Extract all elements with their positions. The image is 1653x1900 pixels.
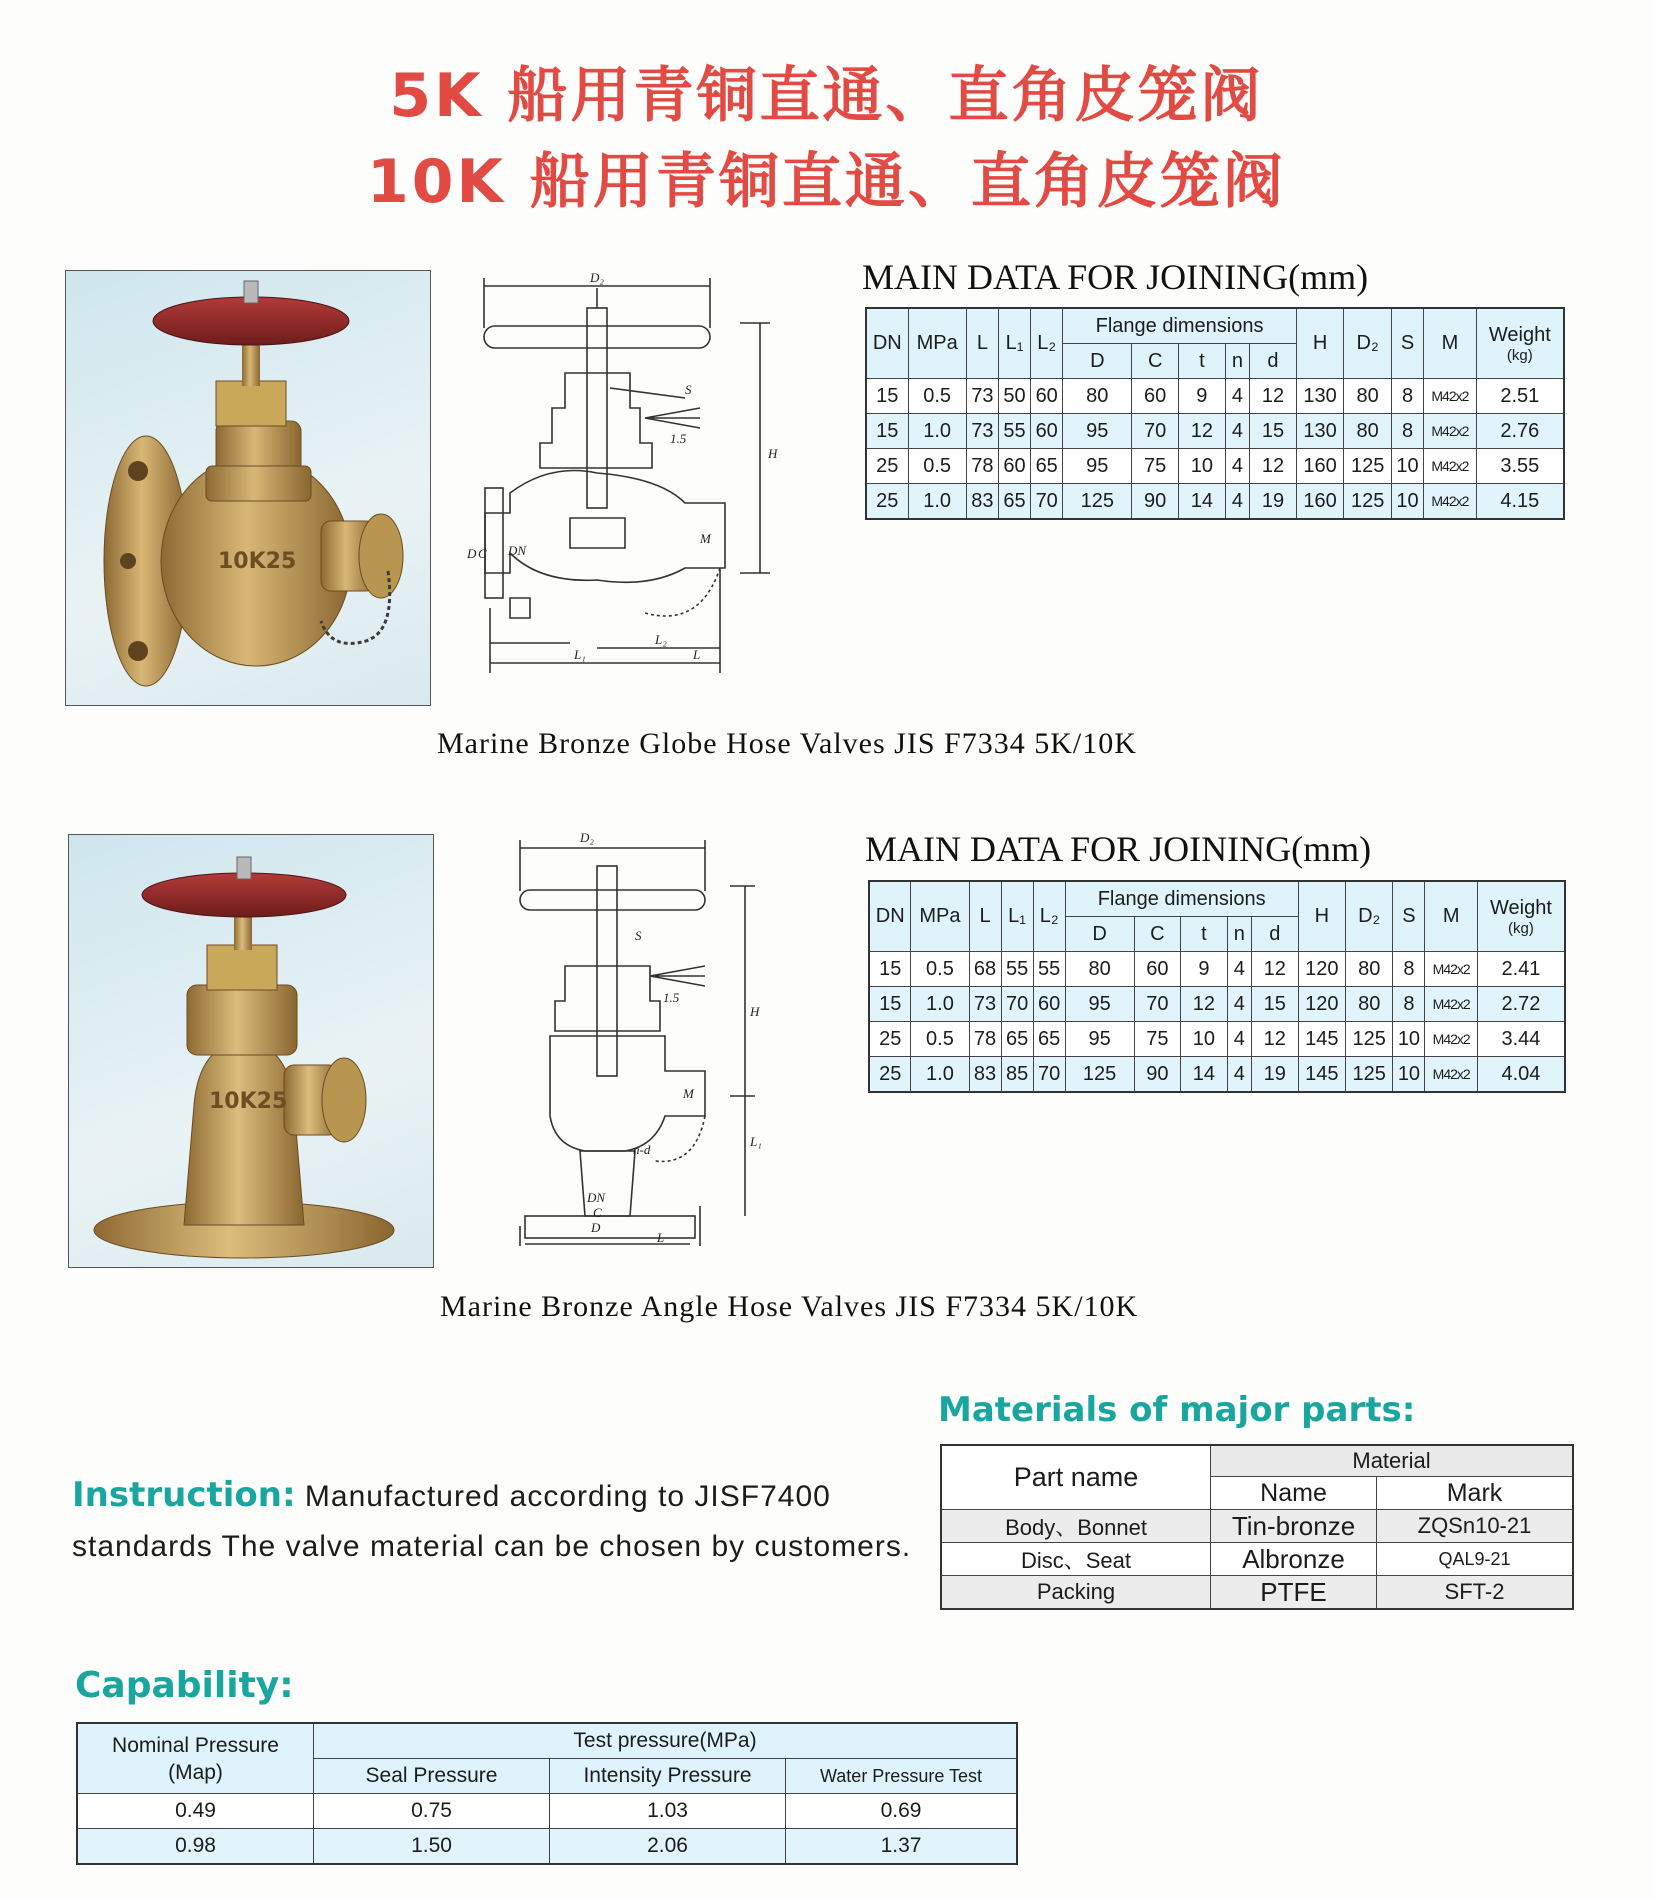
table-cell: 12 <box>1251 1022 1298 1057</box>
table-cell: 19 <box>1250 484 1297 520</box>
angle-dim-d: D <box>591 1220 601 1235</box>
table-cell: 4 <box>1225 484 1249 520</box>
table-cell: 55 <box>1001 952 1033 987</box>
table-cell: 80 <box>1063 379 1132 414</box>
cap-water-header: Water Pressure Test <box>786 1759 1018 1794</box>
table-cell: 120 <box>1298 987 1345 1022</box>
table-cell: 125 <box>1346 1057 1393 1093</box>
col-m: M <box>1425 881 1477 952</box>
table-cell: M42x2 <box>1424 484 1477 520</box>
mat-row-disc: Disc、Seat Albronze QAL9-21 <box>941 1543 1573 1576</box>
col-l2: L₂ <box>1031 308 1063 379</box>
table-cell: 15 <box>1250 414 1297 449</box>
table-cell: 14 <box>1181 1057 1228 1093</box>
capability-table <box>76 1722 1018 1865</box>
angle-dim-c: C <box>593 1205 602 1220</box>
table-cell: 1.0 <box>911 987 969 1022</box>
mat-material-header: Material <box>1211 1445 1574 1477</box>
table-cell: 12 <box>1181 987 1228 1022</box>
col-weight: Weight (kg) <box>1477 881 1565 952</box>
table-cell: 10 <box>1181 1022 1228 1057</box>
table-cell: 80 <box>1065 952 1134 987</box>
table-cell: 0.5 <box>911 1022 969 1057</box>
table-cell: 80 <box>1344 379 1392 414</box>
table-cell: 70 <box>1031 484 1063 520</box>
globe-dim-d2: D₂ <box>590 270 604 285</box>
globe-dim-s: S <box>685 382 692 397</box>
angle-dim-h: H <box>750 1004 760 1019</box>
table-cell: M42x2 <box>1425 1022 1477 1057</box>
angle-valve-drawing <box>505 826 805 1246</box>
title-5k: 5K 船用青铜直通、直角皮笼阀 <box>389 61 1264 131</box>
table-cell: 75 <box>1134 1022 1181 1057</box>
col-d: D <box>1063 344 1132 379</box>
globe-dim-dn: DN <box>508 543 527 558</box>
table-cell: 145 <box>1298 1022 1345 1057</box>
table-cell: 1.0 <box>908 484 966 520</box>
table-cell: 70 <box>1132 414 1179 449</box>
col-weight: Weight (kg) <box>1476 308 1564 379</box>
table-cell: 95 <box>1063 414 1132 449</box>
table-cell: 10 <box>1393 1022 1425 1057</box>
table-cell: 8 <box>1393 952 1425 987</box>
angle-dim-l1: L₁ <box>750 1134 762 1149</box>
col-s: S <box>1393 881 1425 952</box>
table-cell: 85 <box>1001 1057 1033 1093</box>
col-s: S <box>1391 308 1423 379</box>
col-dn: DN <box>866 308 908 379</box>
globe-dim-taper: 1.5 <box>670 431 687 446</box>
table-cell: 145 <box>1298 1057 1345 1093</box>
table-cell: 2.41 <box>1477 952 1565 987</box>
cap-row: 0.49 0.75 1.03 0.69 <box>77 1794 1017 1829</box>
angle-caption: Marine Bronze Angle Hose Valves JIS F7334 5K/10K <box>440 1290 1139 1323</box>
table-cell: M42x2 <box>1425 1057 1477 1093</box>
table-cell: 125 <box>1065 1057 1134 1093</box>
cap-test-header: Test pressure(MPa) <box>314 1723 1018 1759</box>
table-cell: 65 <box>1031 449 1063 484</box>
col-n: n <box>1227 917 1251 952</box>
table-row <box>869 952 1565 987</box>
table-cell: 83 <box>969 1057 1001 1093</box>
table-cell: 60 <box>1134 952 1181 987</box>
table-cell: 15 <box>1251 987 1298 1022</box>
table-cell: 12 <box>1250 379 1297 414</box>
table-cell: 0.5 <box>908 449 966 484</box>
table-cell: 12 <box>1179 414 1226 449</box>
table-cell: M42x2 <box>1424 379 1477 414</box>
mat-name-header: Name <box>1211 1477 1377 1510</box>
table-cell: 15 <box>869 987 911 1022</box>
table-cell: 83 <box>966 484 998 520</box>
col-flange: Flange dimensions <box>1065 881 1298 917</box>
col-l1: L₁ <box>998 308 1030 379</box>
cap-intensity-header: Intensity Pressure <box>550 1759 786 1794</box>
instruction-text: Manufactured according to JISF7400 standards The valve material can be chosen by customers. <box>72 1480 912 1563</box>
table-cell: 160 <box>1296 484 1344 520</box>
table-cell: 4 <box>1225 414 1249 449</box>
col-m: M <box>1424 308 1477 379</box>
capability-title: Capability: <box>75 1665 294 1706</box>
table-row <box>869 1022 1565 1057</box>
angle-dim-dn: DN <box>587 1190 606 1205</box>
col-l1: L₁ <box>1001 881 1033 952</box>
angle-data-heading: MAIN DATA FOR JOINING(mm) <box>865 829 1372 869</box>
col-mpa: MPa <box>908 308 966 379</box>
materials-title: Materials of major parts: <box>938 1390 1416 1430</box>
table-cell: 80 <box>1346 987 1393 1022</box>
angle-valve-photo <box>68 834 434 1268</box>
table-cell: 60 <box>1132 379 1179 414</box>
table-cell: 2.76 <box>1476 414 1564 449</box>
table-cell: 8 <box>1391 379 1423 414</box>
table-cell: 90 <box>1132 484 1179 520</box>
table-cell: 125 <box>1346 1022 1393 1057</box>
materials-table <box>940 1444 1574 1610</box>
table-cell: 4 <box>1225 379 1249 414</box>
table-cell: 75 <box>1132 449 1179 484</box>
table-cell: 130 <box>1296 414 1344 449</box>
col-mpa: MPa <box>911 881 969 952</box>
table-cell: 70 <box>1033 1057 1065 1093</box>
globe-casting-mark: 10K25 <box>218 549 297 574</box>
table-cell: 78 <box>969 1022 1001 1057</box>
table-cell: 130 <box>1296 379 1344 414</box>
table-cell: 65 <box>1033 1022 1065 1057</box>
table-cell: 70 <box>1001 987 1033 1022</box>
globe-dim-h: H <box>768 446 778 461</box>
table-cell: 4.15 <box>1476 484 1564 520</box>
table-cell: 25 <box>866 449 908 484</box>
table-row <box>869 1057 1565 1093</box>
table-cell: 78 <box>966 449 998 484</box>
globe-dim-d: D <box>467 546 477 561</box>
table-cell: 1.0 <box>908 414 966 449</box>
globe-valve-photo <box>65 270 431 706</box>
table-cell: M42x2 <box>1424 414 1477 449</box>
table-cell: 80 <box>1344 414 1392 449</box>
col-h: H <box>1296 308 1344 379</box>
table-cell: 10 <box>1393 1057 1425 1093</box>
table-cell: 15 <box>866 379 908 414</box>
table-cell: 73 <box>966 379 998 414</box>
table-cell: 125 <box>1063 484 1132 520</box>
table-row <box>866 484 1564 520</box>
table-cell: 50 <box>998 379 1030 414</box>
table-cell: 4.04 <box>1477 1057 1565 1093</box>
table-cell: 160 <box>1296 449 1344 484</box>
table-cell: 125 <box>1344 449 1392 484</box>
col-c: C <box>1134 917 1181 952</box>
table-cell: 10 <box>1391 484 1423 520</box>
col-d2: D₂ <box>1344 308 1392 379</box>
table-cell: 68 <box>969 952 1001 987</box>
table-cell: 95 <box>1065 987 1134 1022</box>
table-cell: 9 <box>1181 952 1228 987</box>
col-h: H <box>1298 881 1345 952</box>
table-cell: 60 <box>1033 987 1065 1022</box>
table-cell: 73 <box>969 987 1001 1022</box>
globe-data-table <box>865 307 1565 520</box>
table-cell: 8 <box>1391 414 1423 449</box>
table-cell: 4 <box>1227 1022 1251 1057</box>
instruction <box>72 1470 932 1572</box>
angle-dim-d2: D₂ <box>580 830 594 845</box>
table-cell: 90 <box>1134 1057 1181 1093</box>
mat-mark-header: Mark <box>1377 1477 1574 1510</box>
globe-dim-l1: L₁ <box>574 647 586 662</box>
table-cell: 25 <box>866 484 908 520</box>
table-cell: 65 <box>1001 1022 1033 1057</box>
table-cell: 4 <box>1227 987 1251 1022</box>
angle-casting-mark: 10K25 <box>209 1089 288 1114</box>
table-cell: 19 <box>1251 1057 1298 1093</box>
table-cell: 25 <box>869 1057 911 1093</box>
table-cell: 2.51 <box>1476 379 1564 414</box>
col-l2: L₂ <box>1033 881 1065 952</box>
table-cell: 60 <box>1031 414 1063 449</box>
table-cell: 8 <box>1393 987 1425 1022</box>
table-cell: 65 <box>998 484 1030 520</box>
table-cell: 9 <box>1179 379 1226 414</box>
col-dd: d <box>1250 344 1297 379</box>
table-row <box>866 449 1564 484</box>
col-c: C <box>1132 344 1179 379</box>
angle-dim-s: S <box>635 928 642 943</box>
table-cell: 55 <box>998 414 1030 449</box>
table-cell: 125 <box>1344 484 1392 520</box>
table-cell: 95 <box>1063 449 1132 484</box>
table-cell: 12 <box>1250 449 1297 484</box>
globe-dim-c: C <box>478 546 487 561</box>
title-10k: 10K 船用青铜直通、直角皮笼阀 <box>367 147 1286 217</box>
table-cell: 1.0 <box>911 1057 969 1093</box>
table-cell: 60 <box>998 449 1030 484</box>
table-cell: M42x2 <box>1425 952 1477 987</box>
table-cell: 60 <box>1031 379 1063 414</box>
table-cell: 15 <box>866 414 908 449</box>
angle-dim-nd: n-d <box>633 1142 651 1157</box>
table-cell: M42x2 <box>1424 449 1477 484</box>
table-cell: 3.44 <box>1477 1022 1565 1057</box>
angle-dim-m: M <box>683 1086 694 1101</box>
table-cell: 25 <box>869 1022 911 1057</box>
table-cell: 80 <box>1346 952 1393 987</box>
globe-dim-l: L <box>693 647 701 662</box>
table-cell: 15 <box>869 952 911 987</box>
col-l: L <box>969 881 1001 952</box>
angle-dim-l: L <box>657 1230 665 1245</box>
cap-row: 0.98 1.50 2.06 1.37 <box>77 1829 1017 1865</box>
table-cell: 55 <box>1033 952 1065 987</box>
mat-row-body: Body、Bonnet Tin-bronze ZQSn10-21 <box>941 1510 1573 1543</box>
table-cell: 4 <box>1227 1057 1251 1093</box>
col-t: t <box>1179 344 1226 379</box>
globe-valve-drawing <box>467 268 790 688</box>
globe-data-heading: MAIN DATA FOR JOINING(mm) <box>862 257 1369 297</box>
globe-caption: Marine Bronze Globe Hose Valves JIS F7334 5K/10K <box>437 727 1137 760</box>
instruction-label: Instruction: <box>72 1475 296 1515</box>
mat-part-name-header: Part name <box>941 1445 1211 1510</box>
table-cell: 10 <box>1179 449 1226 484</box>
table-cell: 70 <box>1134 987 1181 1022</box>
table-cell: 0.5 <box>911 952 969 987</box>
table-cell: 3.55 <box>1476 449 1564 484</box>
table-row <box>869 987 1565 1022</box>
table-cell: 73 <box>966 414 998 449</box>
table-cell: 95 <box>1065 1022 1134 1057</box>
table-cell: 120 <box>1298 952 1345 987</box>
mat-row-packing: Packing PTFE SFT-2 <box>941 1576 1573 1610</box>
col-d: D <box>1065 917 1134 952</box>
cap-nominal-header: Nominal Pressure (Map) <box>77 1723 314 1794</box>
col-t: t <box>1181 917 1228 952</box>
table-cell: 0.5 <box>908 379 966 414</box>
angle-dim-taper: 1.5 <box>663 990 680 1005</box>
table-cell: 14 <box>1179 484 1226 520</box>
table-cell: 10 <box>1391 449 1423 484</box>
table-row <box>866 379 1564 414</box>
angle-data-table <box>868 880 1566 1093</box>
table-row <box>866 414 1564 449</box>
col-dd: d <box>1251 917 1298 952</box>
col-n: n <box>1225 344 1249 379</box>
globe-dim-l2: L₂ <box>655 632 667 647</box>
cap-seal-header: Seal Pressure <box>314 1759 550 1794</box>
col-flange: Flange dimensions <box>1063 308 1297 344</box>
table-cell: 4 <box>1225 449 1249 484</box>
table-cell: 2.72 <box>1477 987 1565 1022</box>
table-cell: 12 <box>1251 952 1298 987</box>
table-cell: M42x2 <box>1425 987 1477 1022</box>
globe-dim-m: M <box>700 531 711 546</box>
col-dn: DN <box>869 881 911 952</box>
table-cell: 4 <box>1227 952 1251 987</box>
col-l: L <box>966 308 998 379</box>
col-d2: D₂ <box>1346 881 1393 952</box>
